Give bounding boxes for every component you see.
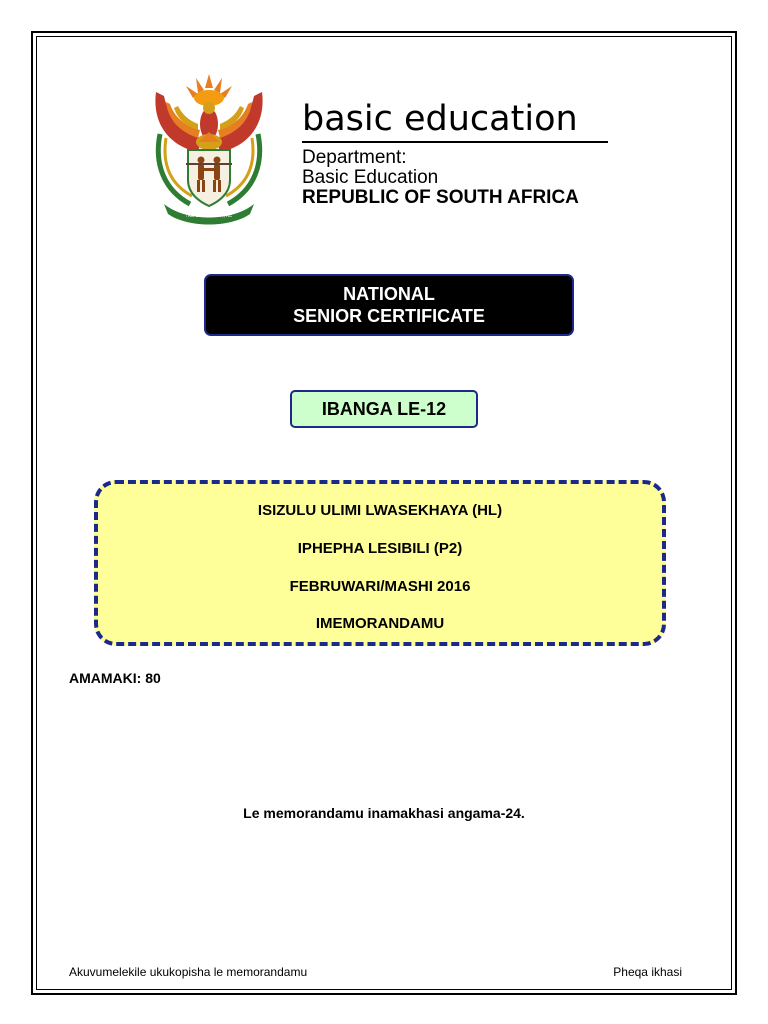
brand-divider xyxy=(302,141,608,143)
crest-motto: !KE E: /XARRA //KE xyxy=(185,213,233,219)
certificate-banner xyxy=(204,274,574,336)
department-label: Department: xyxy=(302,147,407,168)
brand-title: basic education xyxy=(302,99,578,139)
page-count-note: Le memorandamu inamakhasi angama-24. xyxy=(243,805,525,821)
country-name: REPUBLIC OF SOUTH AFRICA xyxy=(302,187,579,208)
subject-paper: IPHEPHA LESIBILI (P2) xyxy=(297,540,463,557)
grade-badge: IBANGA LE-12 xyxy=(290,390,478,428)
department-name: Basic Education xyxy=(302,167,439,188)
total-marks: AMAMAKI: 80 xyxy=(69,670,161,686)
subject-doc-type: IMEMORANDAMU xyxy=(315,615,445,632)
subject-language: ISIZULU ULIMI LWASEKHAYA (HL) xyxy=(257,502,503,519)
footer-turn-page: Pheqa ikhasi xyxy=(613,965,682,979)
certificate-line-2: SENIOR CERTIFICATE xyxy=(293,306,485,326)
subject-panel xyxy=(94,480,666,646)
south-africa-coat-of-arms-icon xyxy=(146,72,272,226)
subject-session: FEBRUWARI/MASHI 2016 xyxy=(289,578,471,595)
footer-copyright: Akuvumelekile ukukopisha le memorandamu xyxy=(69,965,308,979)
certificate-line-1: NATIONAL xyxy=(343,284,435,304)
